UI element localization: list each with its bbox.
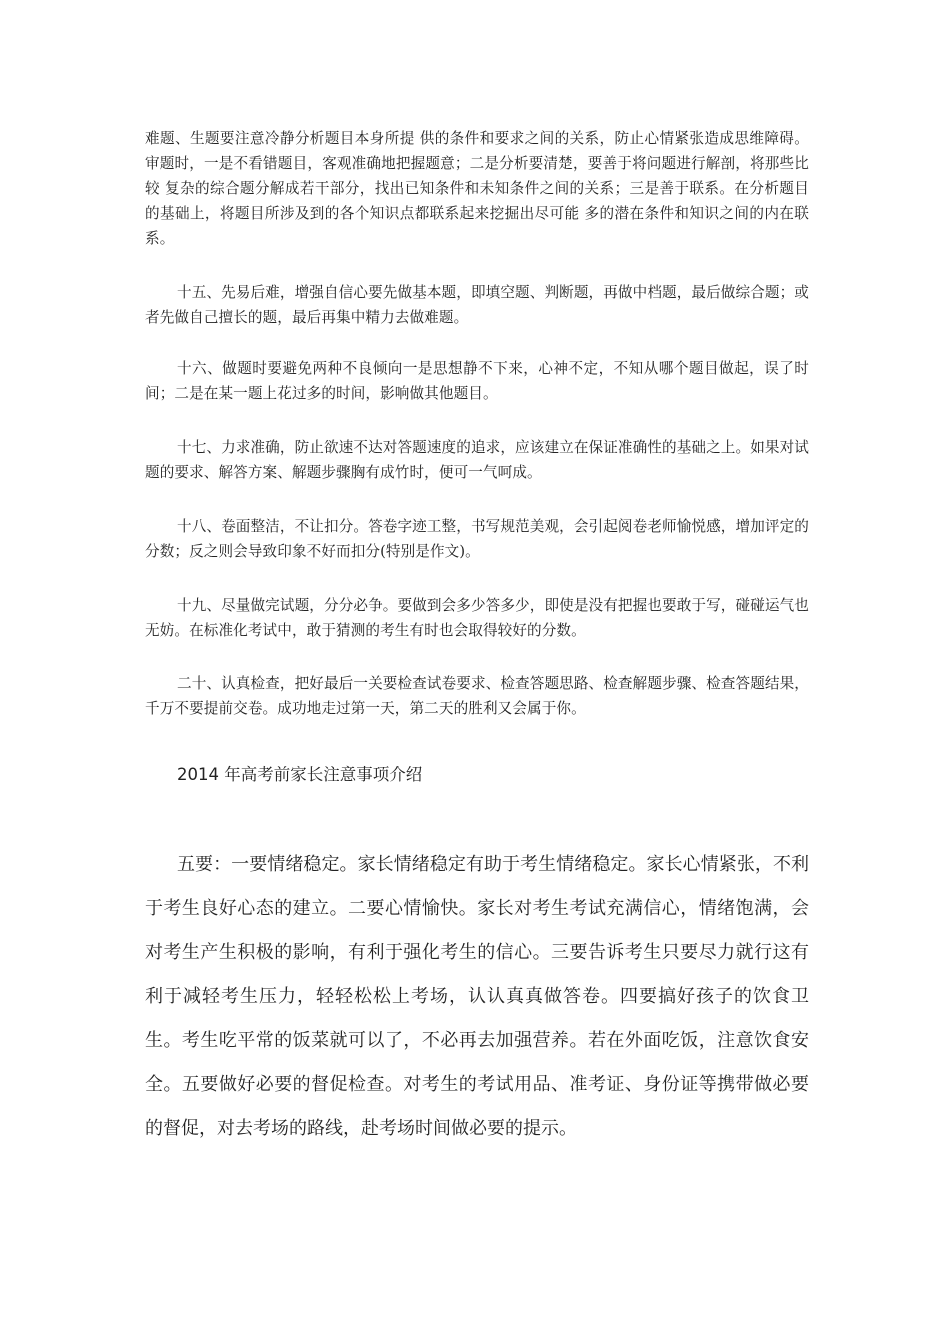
paragraph-tip-20: 二十、认真检查，把好最后一关要检查试卷要求、检查答题思路、检查解题步骤、检查答题结果，千万不要提前交卷。成功地走过第一天，第二天的胜利又会属于你。 (145, 675, 809, 717)
paragraph-parents-five-musts: 五要：一要情绪稳定。家长情绪稳定有助于考生情绪稳定。家长心情紧张，不利于考生良好心态的建立。二要心情愉快。家长对考生考试充满信心，情绪饱满，会对考生产生积极的影响，有利于强化考生的信心。三要告诉考生只要尽力就行这有利于减轻考生压力，轻轻松松上考场，认认真真做答卷。四要搞好孩子的饮食卫生。考生吃平常的饭菜就可以了，不必再去加强营养。若在外面吃饭，注意饮食安全。五要做好必要的督促检查。对考生的考试用品、准考证、身份证等携带做必要的督促，对去考场的路线，赴考场时间做必要的提示。 (145, 854, 809, 1139)
paragraph-tip-18: 十八、卷面整洁，不让扣分。答卷字迹工整，书写规范美观，会引起阅卷老师愉悦感，增加评定的分数；反之则会导致印象不好而扣分(特别是作文)。 (145, 518, 809, 560)
section-heading: 2014 年高考前家长注意事项介绍 (177, 765, 423, 784)
paragraph-tip-19: 十九、尽量做完试题，分分必争。要做到会多少答多少，即使是没有把握也要敢于写，碰碰运气也无妨。在标准化考试中，敢于猜测的考生有时也会取得较好的分数。 (145, 597, 809, 639)
paragraph-exam-analysis: 难题、生题要注意冷静分析题目本身所提 供的条件和要求之间的关系，防止心情紧张造成思维障碍。审题时，一是不看错题目，客观准确地把握题意；二是分析要清楚，要善于将问题进行解剖，将那些比较 复杂的综合题分解成若干部分，找出已知条件和未知条件之间的关系；三是善于联系。在分析题目的基础上，将题目所涉及到的各个知识点都联系起来挖掘出尽可能 多的潜在条件和知识之间的内在联系。 (145, 130, 809, 247)
paragraph-tip-16: 十六、做题时要避免两种不良倾向一是思想静不下来，心神不定，不知从哪个题目做起，误了时间；二是在某一题上花过多的时间，影响做其他题目。 (145, 360, 809, 402)
paragraph-tip-15: 十五、先易后难，增强自信心要先做基本题，即填空题、判断题，再做中档题，最后做综合题；或者先做自己擅长的题，最后再集中精力去做难题。 (145, 284, 809, 326)
paragraph-tip-17: 十七、力求准确，防止欲速不达对答题速度的追求，应该建立在保证准确性的基础之上。如果对试题的要求、解答方案、解题步骤胸有成竹时，便可一气呵成。 (145, 439, 809, 481)
